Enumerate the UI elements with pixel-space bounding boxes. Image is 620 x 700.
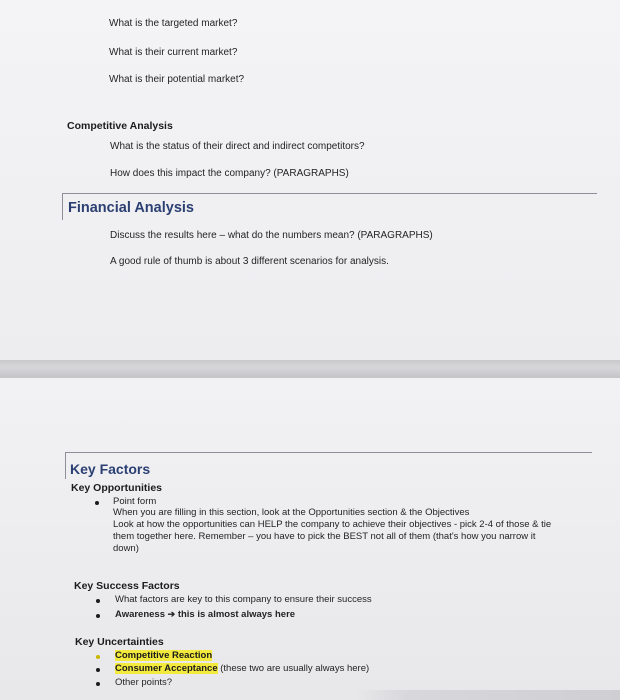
bullet-dot — [96, 682, 100, 686]
financial-analysis-heading: Financial Analysis — [68, 200, 194, 216]
success-factor-bullet-2 — [115, 609, 295, 621]
key-uncertainties-heading: Key Uncertainties — [75, 636, 164, 648]
financial-rule-of-thumb-line: A good rule of thumb is about 3 different scenarios for analysis. — [110, 256, 389, 267]
uncertainty-bullet-1 — [115, 650, 212, 662]
consumer-acceptance-note: (these two are usually always here) — [217, 663, 370, 674]
bullet-dot — [96, 655, 100, 659]
competitive-analysis-heading: Competitive Analysis — [67, 120, 173, 132]
key-success-factors-heading: Key Success Factors — [74, 580, 180, 592]
uncertainty-bullet-3: Other points? — [115, 677, 173, 688]
bullet-dot — [95, 501, 99, 505]
financial-section-left-rule — [62, 193, 63, 220]
bullet-dot — [96, 614, 100, 618]
awareness-label: Awareness — [115, 609, 165, 620]
key-factors-heading: Key Factors — [70, 461, 151, 477]
key-factors-top-rule — [65, 452, 592, 453]
bottom-edge-shadow — [355, 690, 620, 700]
key-opportunities-heading: Key Opportunities — [71, 482, 163, 494]
awareness-note: this is almost always here — [177, 609, 296, 620]
financial-discuss-line: Discuss the results here – what do the numbers mean? (PARAGRAPHS) — [110, 230, 433, 241]
question-current-market: What is their current market? — [109, 47, 238, 58]
bullet-dot — [96, 668, 100, 672]
financial-section-top-rule — [62, 193, 597, 194]
opportunities-paragraph-line-3: them together here. Remember – you have to pick the BEST not all of them (that's how you narrow it — [113, 531, 536, 542]
success-factor-bullet-1: What factors are key to this company to ensure their success — [115, 594, 372, 605]
document-page-lower — [0, 378, 620, 700]
highlighted-competitive-reaction: Competitive Reaction — [115, 650, 213, 661]
key-factors-left-rule — [65, 452, 66, 479]
question-targeted-market: What is the targeted market? — [109, 18, 238, 29]
question-competitors-status: What is the status of their direct and indirect competitors? — [110, 141, 365, 152]
opportunities-paragraph-line-4: down) — [113, 543, 139, 554]
opportunities-point-form: Point form — [113, 496, 157, 507]
opportunities-paragraph-line-2: Look at how the opportunities can HELP the company to achieve their objectives - pick 2-4 of those & tie — [113, 519, 552, 530]
page-break-shadow — [0, 360, 620, 378]
highlighted-consumer-acceptance: Consumer Acceptance — [115, 663, 218, 674]
uncertainty-bullet-2 — [115, 663, 369, 675]
opportunities-paragraph-line-1: When you are filling in this section, look at the Opportunities section & the Objectives — [113, 507, 470, 518]
question-potential-market: What is their potential market? — [109, 74, 245, 85]
right-arrow-icon: ➔ — [167, 609, 176, 619]
bullet-dot — [96, 599, 100, 603]
question-company-impact: How does this impact the company? (PARAGRAPHS) — [110, 168, 349, 179]
